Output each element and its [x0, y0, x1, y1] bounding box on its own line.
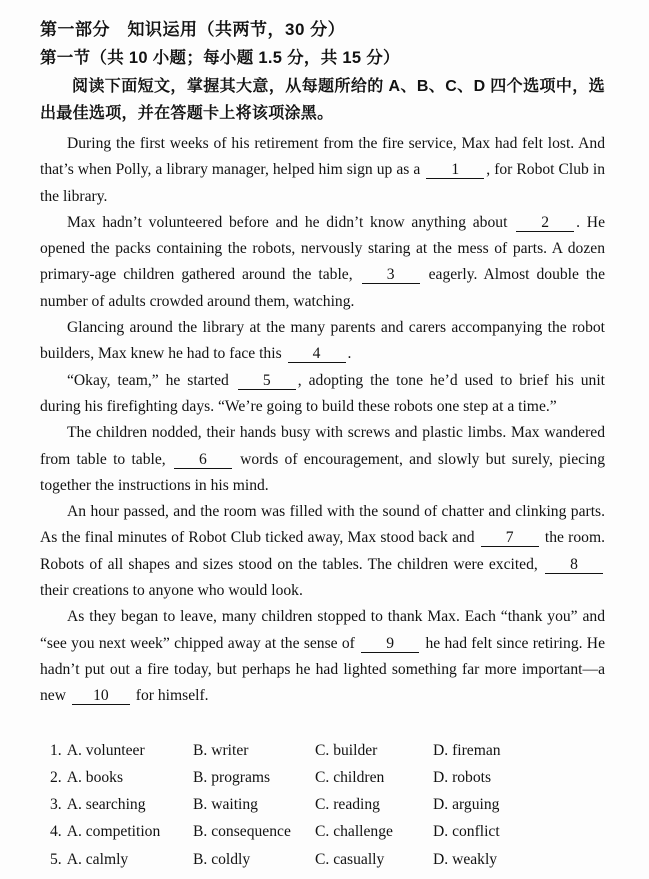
option-b [193, 818, 315, 845]
passage-text: . [347, 345, 352, 363]
passage-text: , for Robot Club in the library. [40, 161, 605, 205]
option-text: competition [85, 823, 161, 841]
option-label: D. [433, 796, 453, 814]
option-label: C. [315, 796, 334, 814]
option-c [315, 737, 433, 764]
option-d [433, 737, 605, 764]
passage-paragraph [40, 131, 605, 210]
question-row [50, 791, 605, 818]
passage-paragraph [40, 210, 605, 315]
passage-text: As they began to leave, many children stopped to thank Max. Each “thank you” and “see you next week” chipped away at the sense of [40, 608, 605, 652]
section-title: 第一节（共 10 小题；每小题 1.5 分，共 15 分） [40, 49, 400, 67]
option-text: reading [333, 796, 380, 814]
option-d [433, 818, 605, 845]
option-label: D. [433, 768, 453, 786]
option-d [433, 846, 605, 873]
cloze-passage [40, 131, 605, 710]
passage-paragraph [40, 420, 605, 499]
cloze-blank-9: 9 [361, 636, 419, 653]
option-text: children [333, 768, 385, 786]
cloze-blank-7: 7 [481, 530, 539, 547]
option-text: casually [333, 850, 385, 868]
passage-text: for himself. [131, 687, 209, 705]
option-label: C. [315, 850, 334, 868]
passage-text: The children nodded, their hands busy with screws and plastic limbs. Max wandered from table to table, [40, 424, 605, 468]
option-label: B. [193, 823, 212, 841]
option-c [315, 764, 433, 791]
cloze-blank-4: 4 [288, 346, 346, 363]
option-label: C. [315, 768, 334, 786]
option-label: A. [66, 796, 86, 814]
option-text: books [85, 768, 124, 786]
options-table [50, 737, 605, 873]
option-text: arguing [452, 796, 500, 814]
option-label: A. [66, 823, 86, 841]
option-text: calmly [85, 850, 129, 868]
question-number: 1. [50, 741, 62, 759]
option-b [193, 764, 315, 791]
option-b [193, 791, 315, 818]
passage-text: eagerly. Almost double the number of adults crowded around them, watching. [40, 266, 605, 310]
passage-text: their creations to anyone who would look. [40, 582, 303, 600]
option-text: robots [452, 768, 492, 786]
passage-text: , adopting the tone he’d used to brief his unit during his firefighting days. “We’re going to build these robots one step at a time.” [40, 371, 605, 415]
question-number: 3. [50, 796, 62, 814]
option-label: B. [193, 768, 212, 786]
option-label: D. [433, 741, 453, 759]
passage-paragraph [40, 368, 605, 421]
cloze-blank-6: 6 [174, 452, 232, 469]
option-text: builder [333, 741, 378, 759]
cloze-blank-2: 2 [516, 215, 574, 232]
passage-text: . He opened the packs containing the robots, nervously staring at the mess of parts. A dozen primary-age children gathered around the table, [40, 213, 605, 284]
option-text: weakly [452, 850, 498, 868]
option-a [50, 846, 193, 873]
passage-paragraph [40, 499, 605, 604]
option-text: fireman [452, 741, 501, 759]
cloze-blank-10: 10 [72, 688, 130, 705]
option-text: searching [85, 796, 146, 814]
question-row [50, 764, 605, 791]
passage-text: words of encouragement, and slowly but surely, piecing together the instructions in his mind. [40, 450, 606, 494]
option-label: D. [433, 823, 453, 841]
question-row [50, 818, 605, 845]
passage-paragraph [40, 604, 605, 709]
cloze-blank-3: 3 [362, 267, 420, 284]
option-label: A. [66, 850, 86, 868]
question-row [50, 737, 605, 764]
option-a [50, 764, 193, 791]
part-title: 第一部分 知识运用（共两节，30 分） [40, 20, 346, 39]
passage-text: “Okay, team,” he started [67, 371, 236, 389]
option-d [433, 764, 605, 791]
question-number: 5. [50, 850, 62, 868]
option-d [433, 791, 605, 818]
passage-text: Max hadn’t volunteered before and he didn’t know anything about [67, 213, 515, 231]
option-c [315, 818, 433, 845]
section-instructions: 阅读下面短文，掌握其大意，从每题所给的 A、B、C、D 四个选项中，选出最佳选项，并在答题卡上将该项涂黑。 [40, 78, 605, 122]
option-a [50, 818, 193, 845]
cloze-blank-5: 5 [238, 373, 296, 390]
option-label: B. [193, 850, 212, 868]
question-row [50, 846, 605, 873]
option-c [315, 846, 433, 873]
option-label: C. [315, 823, 334, 841]
option-b [193, 737, 315, 764]
option-label: A. [66, 741, 86, 759]
cloze-blank-8: 8 [545, 557, 603, 574]
passage-paragraph [40, 315, 605, 368]
cloze-blank-1: 1 [426, 162, 484, 179]
option-label: A. [66, 768, 86, 786]
passage-text: During the first weeks of his retirement from the fire service, Max had felt lost. And that’s when Polly, a library manager, helped him sign up as a [40, 135, 605, 179]
option-label: C. [315, 741, 334, 759]
question-number: 4. [50, 823, 62, 841]
option-text: conflict [452, 823, 500, 841]
option-text: waiting [211, 796, 258, 814]
option-label: B. [193, 741, 212, 759]
option-label: D. [433, 850, 453, 868]
option-text: challenge [333, 823, 393, 841]
option-label: B. [193, 796, 212, 814]
passage-text: Glancing around the library at the many parents and carers accompanying the robot builders, Max knew he had to face this [40, 319, 605, 363]
passage-text: the room. Robots of all shapes and sizes stood on the tables. The children were excited, [40, 529, 605, 573]
option-b [193, 846, 315, 873]
passage-text: he had felt since retiring. He hadn’t put out a fire today, but perhaps he had lighted something far more important—a new [40, 634, 605, 705]
option-text: coldly [211, 850, 251, 868]
option-text: volunteer [85, 741, 145, 759]
option-text: writer [211, 741, 249, 759]
option-text: programs [211, 768, 271, 786]
option-text: consequence [211, 823, 291, 841]
option-a [50, 737, 193, 764]
passage-text: An hour passed, and the room was filled with the sound of chatter and clinking parts. As the final minutes of Robot Club ticked away, Max stood back and [40, 503, 605, 547]
question-number: 2. [50, 768, 62, 786]
option-a [50, 791, 193, 818]
option-c [315, 791, 433, 818]
